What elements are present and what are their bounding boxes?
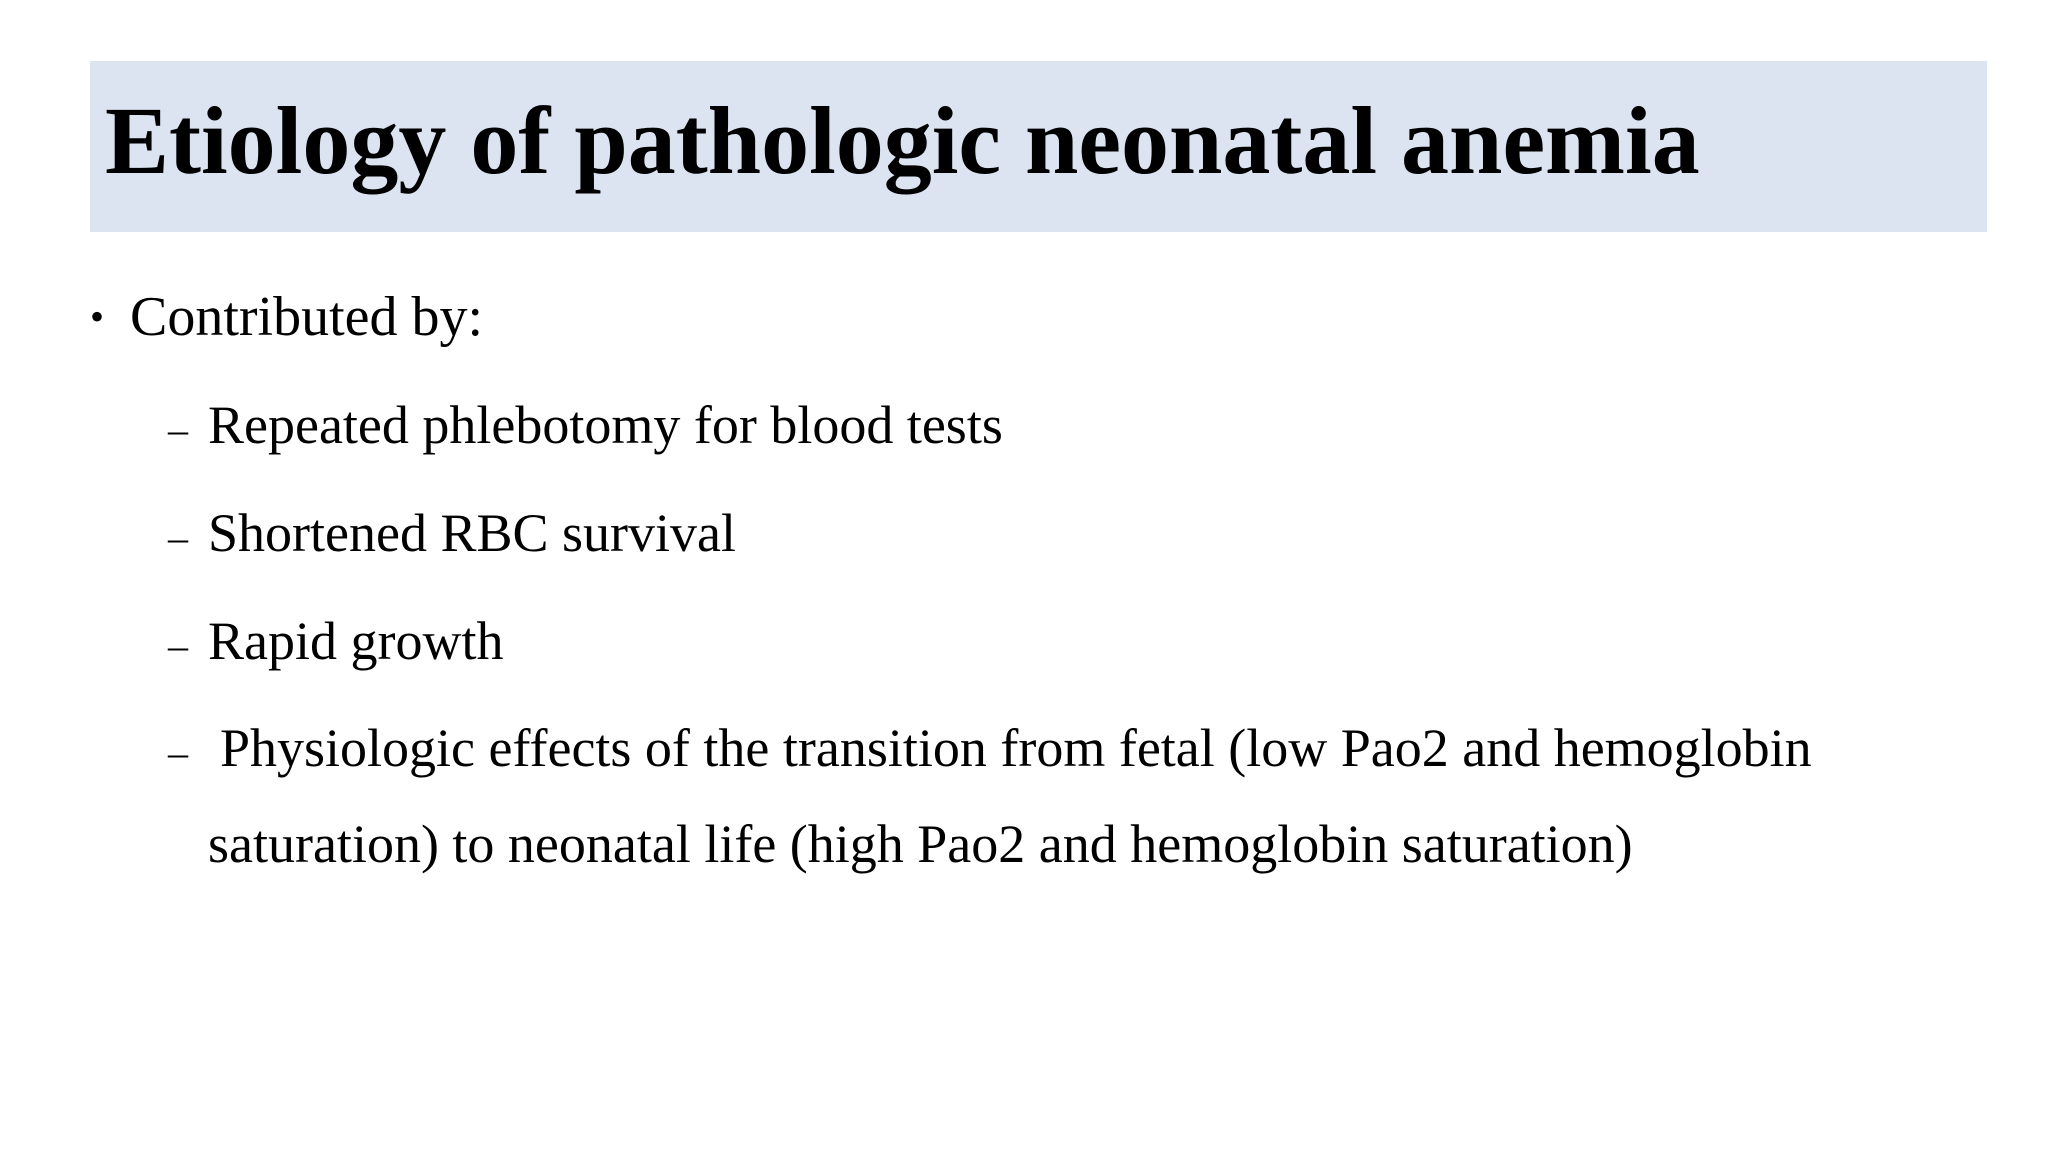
sub-item-text-line1: Physiologic effects of the transition from fetal (low Pao2 and hemoglobin — [220, 718, 1812, 778]
sub-item-rapid-growth — [90, 608, 1970, 674]
dash-icon: – — [168, 730, 188, 775]
bullet-item-contributed-by — [90, 284, 1970, 350]
sub-item-phlebotomy — [90, 392, 1970, 458]
sub-item-text: Rapid growth — [208, 611, 504, 671]
bullet-list — [90, 284, 1970, 350]
slide-title: Etiology of pathologic neonatal anemia — [105, 87, 1700, 194]
sub-item-text: Shortened RBC survival — [208, 503, 736, 563]
sub-item-rbc-survival — [90, 500, 1970, 566]
bullet-text: Contributed by: — [130, 286, 484, 348]
dash-icon: – — [168, 515, 188, 560]
sub-item-physiologic-effects — [90, 700, 1970, 892]
bullet-dot-icon: • — [90, 294, 105, 339]
dash-icon: – — [168, 623, 188, 668]
sub-bullet-list — [90, 392, 1970, 934]
dash-icon: – — [168, 407, 188, 452]
sub-item-text: Repeated phlebotomy for blood tests — [208, 395, 1003, 455]
sub-item-text-line2: saturation) to neonatal life (high Pao2 and hemoglobin saturation) — [208, 814, 1633, 874]
